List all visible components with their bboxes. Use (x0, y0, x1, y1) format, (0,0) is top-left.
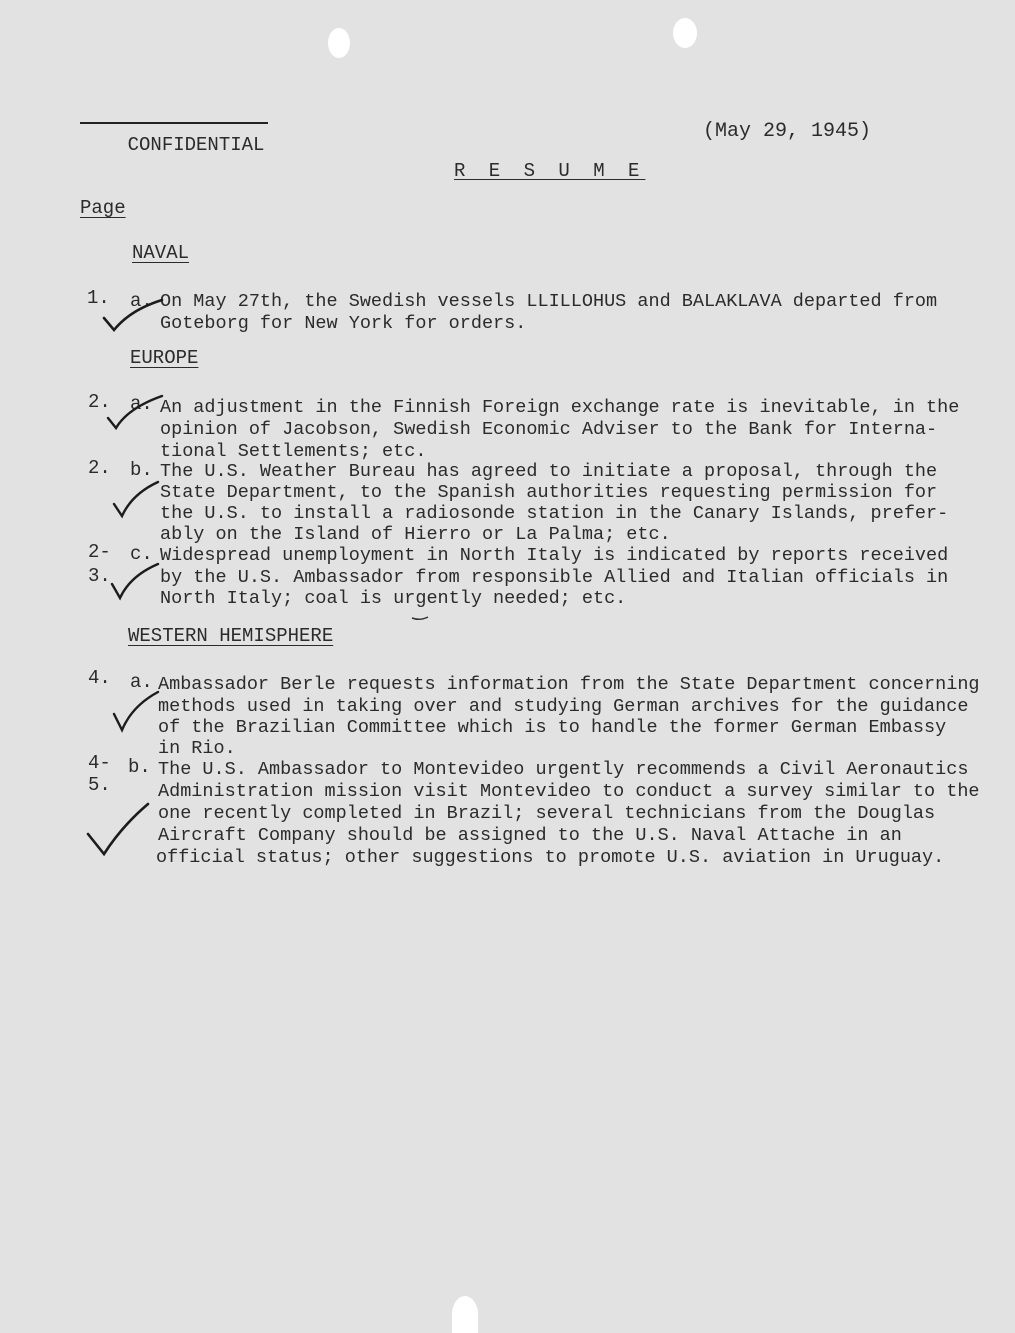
check-mark-icon (110, 478, 170, 522)
section-heading-naval: NAVAL (132, 242, 190, 264)
text-line: Aircraft Company should be assigned to the U.S. Naval Attache in an (158, 825, 902, 846)
text-line: Ambassador Berle requests information from the State Department concerning (158, 674, 980, 695)
item-letter: a. (130, 393, 153, 415)
item-number: 4. (88, 667, 111, 689)
text-line: North Italy; coal is urgently needed; etc. (160, 588, 627, 609)
item-number-continued: 5. (88, 774, 111, 796)
text-line: of the Brazilian Committee which is to handle the former German Embassy (158, 717, 947, 738)
item-letter: c. (130, 543, 153, 565)
section-heading-europe: EUROPE (130, 347, 199, 369)
punch-hole-top-right (673, 18, 697, 48)
classification-text: CONFIDENTIAL (127, 134, 265, 156)
text-line: methods used in taking over and studying German archives for the guidance (158, 696, 969, 717)
text-line: official status; other suggestions to promote U.S. aviation in Uruguay. (156, 847, 945, 868)
item-letter: b. (128, 756, 151, 778)
item-number: 1. (87, 287, 110, 309)
check-mark-icon (108, 688, 168, 738)
document-title: R E S U M E (454, 160, 646, 182)
text-line: Goteborg for New York for orders. (160, 313, 527, 334)
text-line: On May 27th, the Swedish vessels LLILLOHUS and BALAKLAVA departed from (160, 291, 938, 312)
page-column-label: Page (80, 197, 126, 219)
item-number-continued: 3. (88, 565, 111, 587)
check-mark-icon (104, 392, 174, 436)
check-mark-icon (108, 560, 168, 604)
item-number: 2. (88, 391, 111, 413)
text-line: the U.S. to install a radiosonde station in the Canary Islands, prefer- (160, 503, 949, 524)
text-line: An adjustment in the Finnish Foreign exchange rate is inevitable, in the (160, 397, 960, 418)
text-line: The U.S. Weather Bureau has agreed to initiate a proposal, through the (160, 461, 938, 482)
text-line: tional Settlements; etc. (160, 441, 427, 462)
text-line: opinion of Jacobson, Swedish Economic Adviser to the Bank for Interna- (160, 419, 938, 440)
punch-hole-top-left (328, 28, 350, 58)
punch-hole-bottom (452, 1296, 478, 1333)
text-line: in Rio. (158, 738, 236, 759)
item-letter: b. (130, 459, 153, 481)
text-line: one recently completed in Brazil; several technicians from the Douglas (158, 803, 936, 824)
section-heading-western-hemisphere: WESTERN HEMISPHERE (128, 625, 334, 647)
item-letter: a. (130, 671, 153, 693)
stray-pencil-mark (410, 614, 430, 622)
item-number: 2- (88, 541, 111, 563)
check-mark-icon (82, 800, 162, 860)
text-line: by the U.S. Ambassador from responsible Allied and Italian officials in (160, 567, 949, 588)
item-number: 2. (88, 457, 111, 479)
text-line: State Department, to the Spanish authorities requesting permission for (160, 482, 938, 503)
classification-stamp (82, 112, 264, 178)
text-line: The U.S. Ambassador to Montevideo urgently recommends a Civil Aeronautics (158, 759, 969, 780)
item-number: 4- (88, 752, 111, 774)
item-letter: a. (130, 290, 153, 312)
document-date: (May 29, 1945) (703, 120, 872, 143)
strike-through-line (80, 122, 268, 124)
text-line: Widespread unemployment in North Italy is indicated by reports received (160, 545, 949, 566)
text-line: Administration mission visit Montevideo to conduct a survey similar to the (158, 781, 980, 802)
text-line: ably on the Island of Hierro or La Palma; etc. (160, 524, 671, 545)
check-mark-icon (100, 296, 170, 336)
